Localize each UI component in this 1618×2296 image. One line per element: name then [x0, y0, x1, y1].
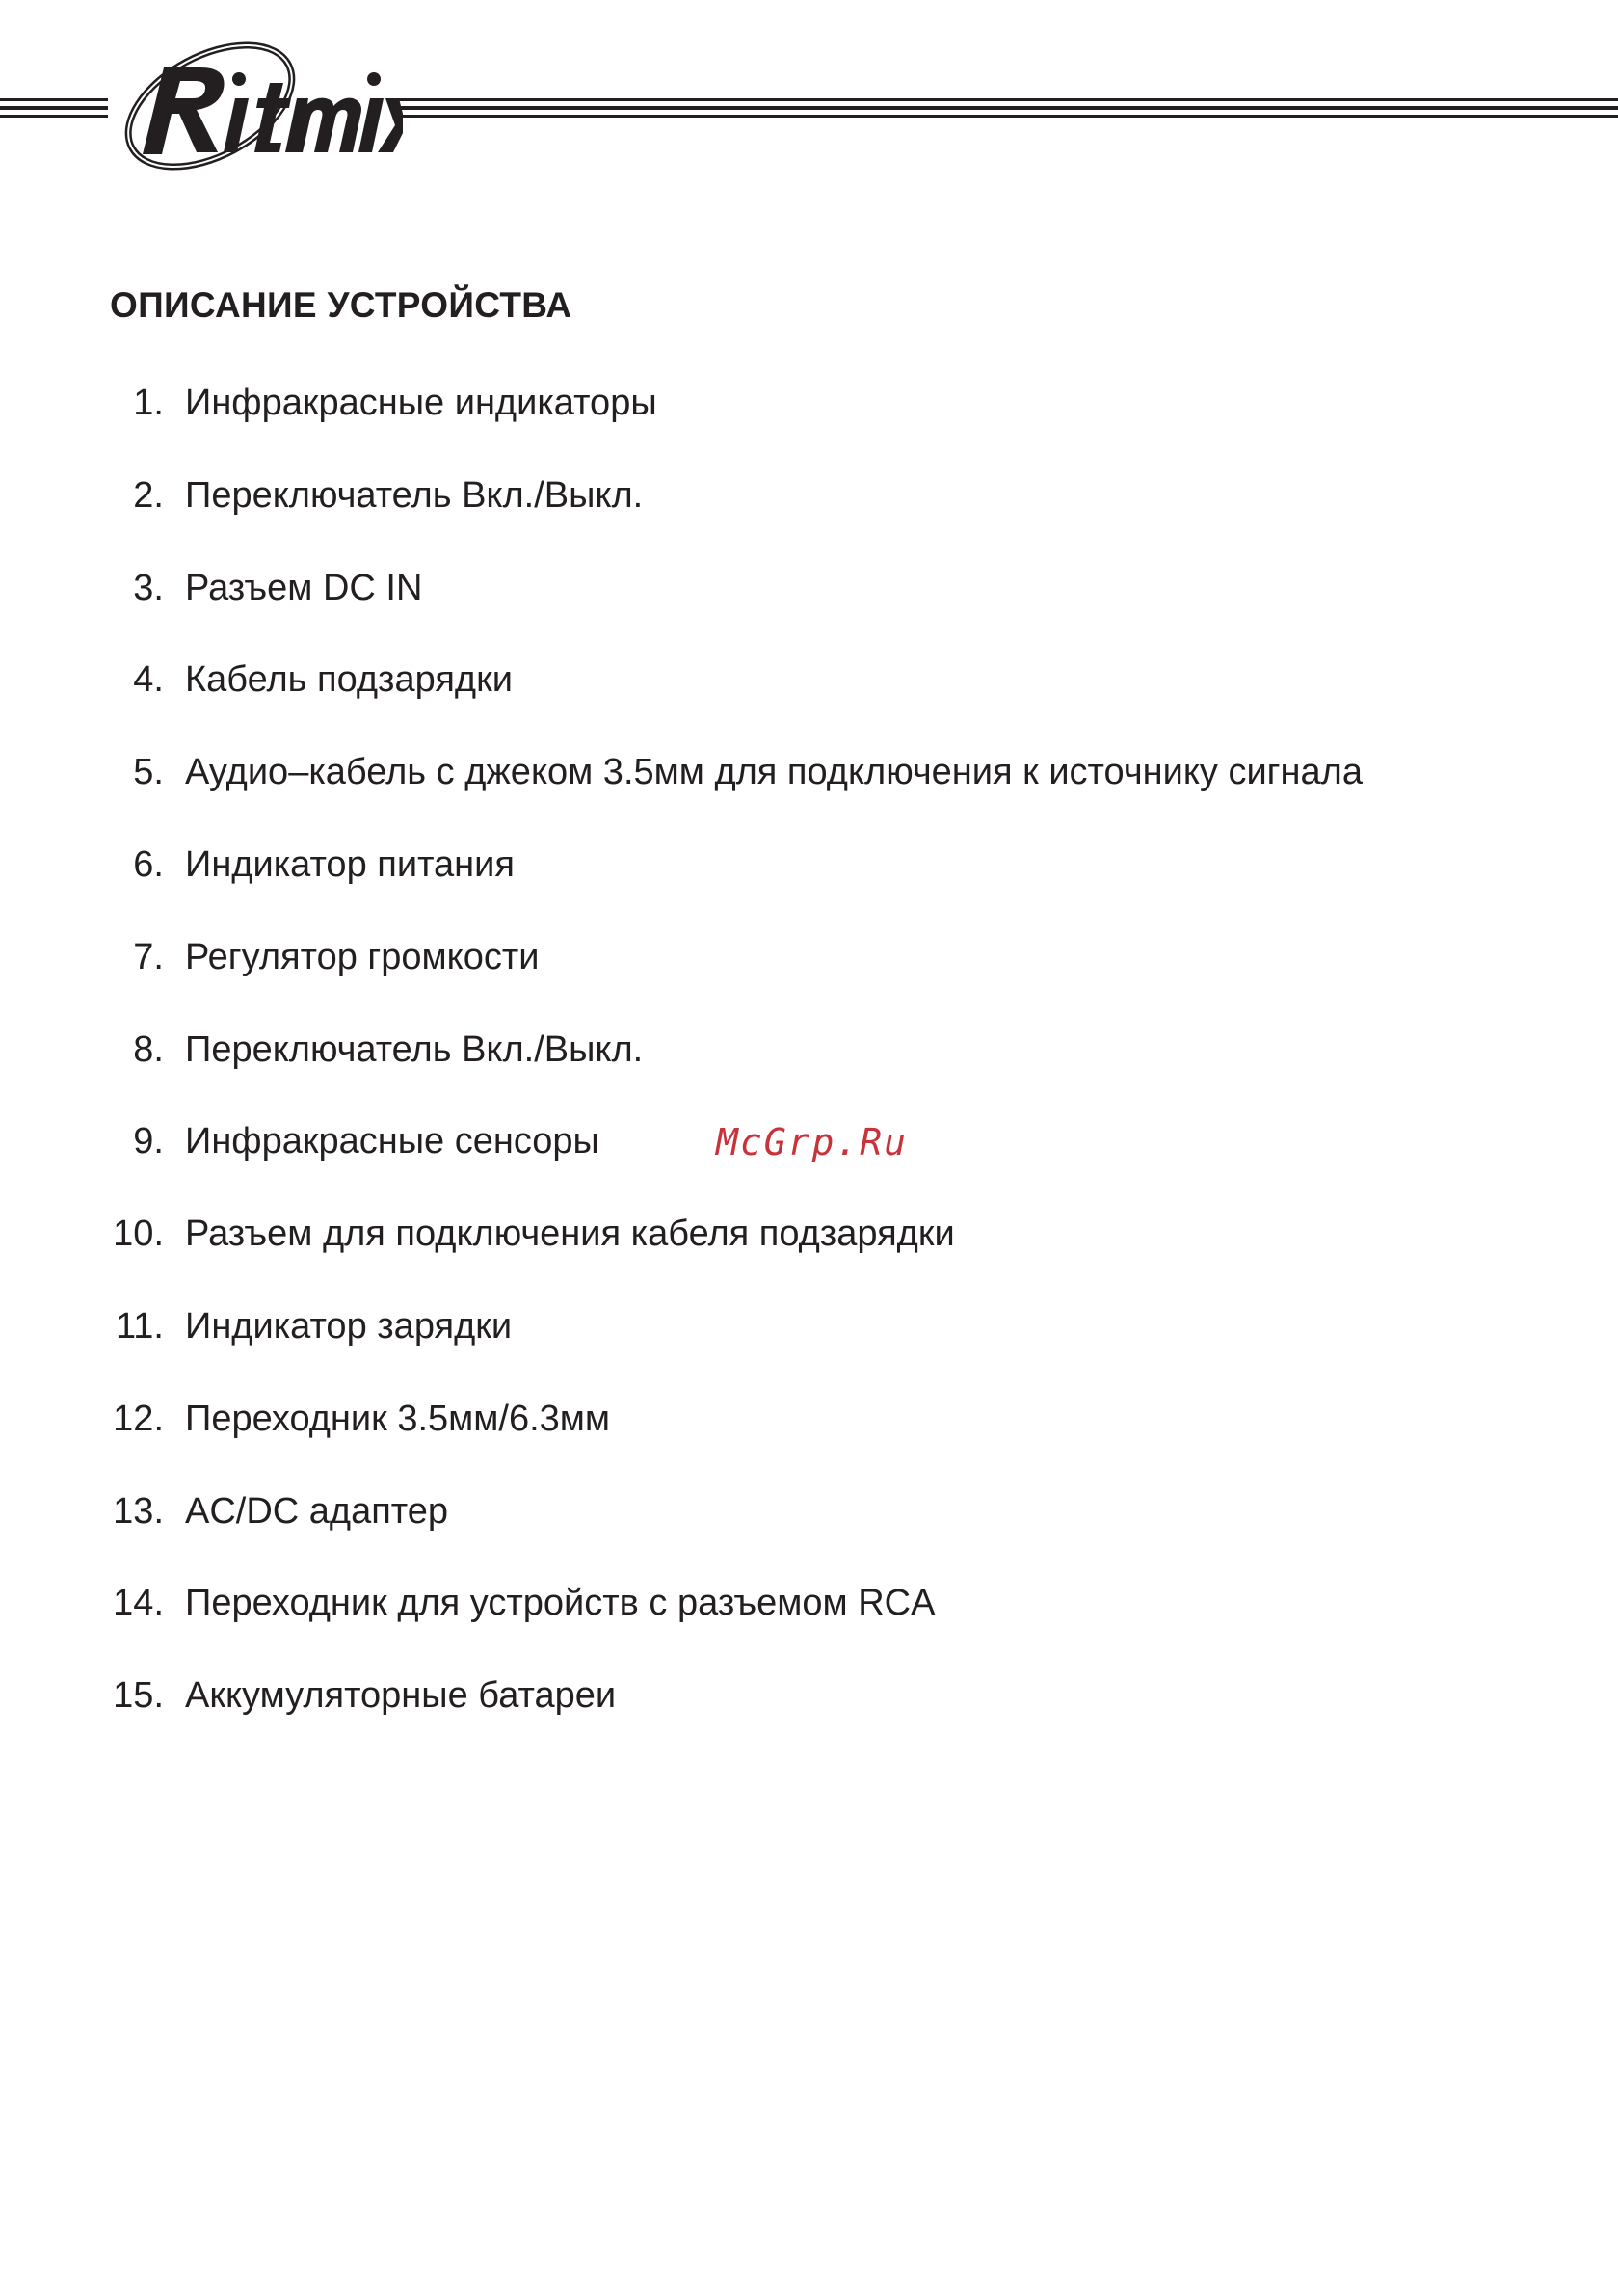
- item-text: Разъем DC IN: [185, 567, 423, 608]
- item-text: Аккумуляторные батареи: [185, 1675, 617, 1717]
- item-text: Кабель подзарядки: [185, 659, 513, 701]
- item-number: 3.: [133, 567, 164, 608]
- item-number: 5.: [133, 752, 164, 793]
- item-number: 10.: [113, 1214, 164, 1255]
- header-rule-left: [0, 96, 108, 154]
- item-number: 13.: [113, 1490, 164, 1532]
- item-number: 8.: [133, 1028, 164, 1070]
- page-header: [0, 39, 1618, 183]
- ritmix-logo: [104, 39, 403, 174]
- item-text: AC/DC адаптер: [185, 1490, 449, 1532]
- item-text: Индикатор зарядки: [185, 1305, 513, 1347]
- item-text: Переключатель Вкл./Выкл.: [185, 474, 644, 516]
- item-number: 1.: [133, 383, 164, 423]
- item-text: Инфракрасные сенсоры: [185, 1121, 599, 1162]
- item-text: Инфракрасные индикаторы: [185, 383, 657, 423]
- item-text: Аудио–кабель с джеком 3.5мм для подключения к источнику сигнала: [185, 752, 1363, 793]
- item-number: 2.: [133, 474, 164, 516]
- watermark: McGrp.Ru: [716, 1121, 909, 1163]
- item-number: 4.: [133, 659, 164, 701]
- item-text: Переключатель Вкл./Выкл.: [185, 1028, 644, 1070]
- item-number: 14.: [113, 1583, 164, 1624]
- item-text: Разъем для подключения кабеля подзарядки: [185, 1214, 955, 1255]
- item-number: 9.: [133, 1121, 164, 1162]
- item-number: 6.: [133, 843, 164, 885]
- item-text: Переходник 3.5мм/6.3мм: [185, 1398, 611, 1439]
- item-number: 7.: [133, 936, 164, 977]
- item-text: Регулятор громкости: [185, 936, 540, 977]
- item-number: 11.: [115, 1305, 164, 1347]
- item-text: Переходник для устройств с разъемом RCA: [185, 1583, 936, 1624]
- header-rule-right: [397, 96, 1618, 154]
- item-number: 15.: [113, 1675, 164, 1717]
- item-text: Индикатор питания: [185, 843, 515, 885]
- item-number: 12.: [113, 1398, 164, 1439]
- section-title: ОПИСАНИЕ УСТРОЙСТВА: [110, 285, 572, 325]
